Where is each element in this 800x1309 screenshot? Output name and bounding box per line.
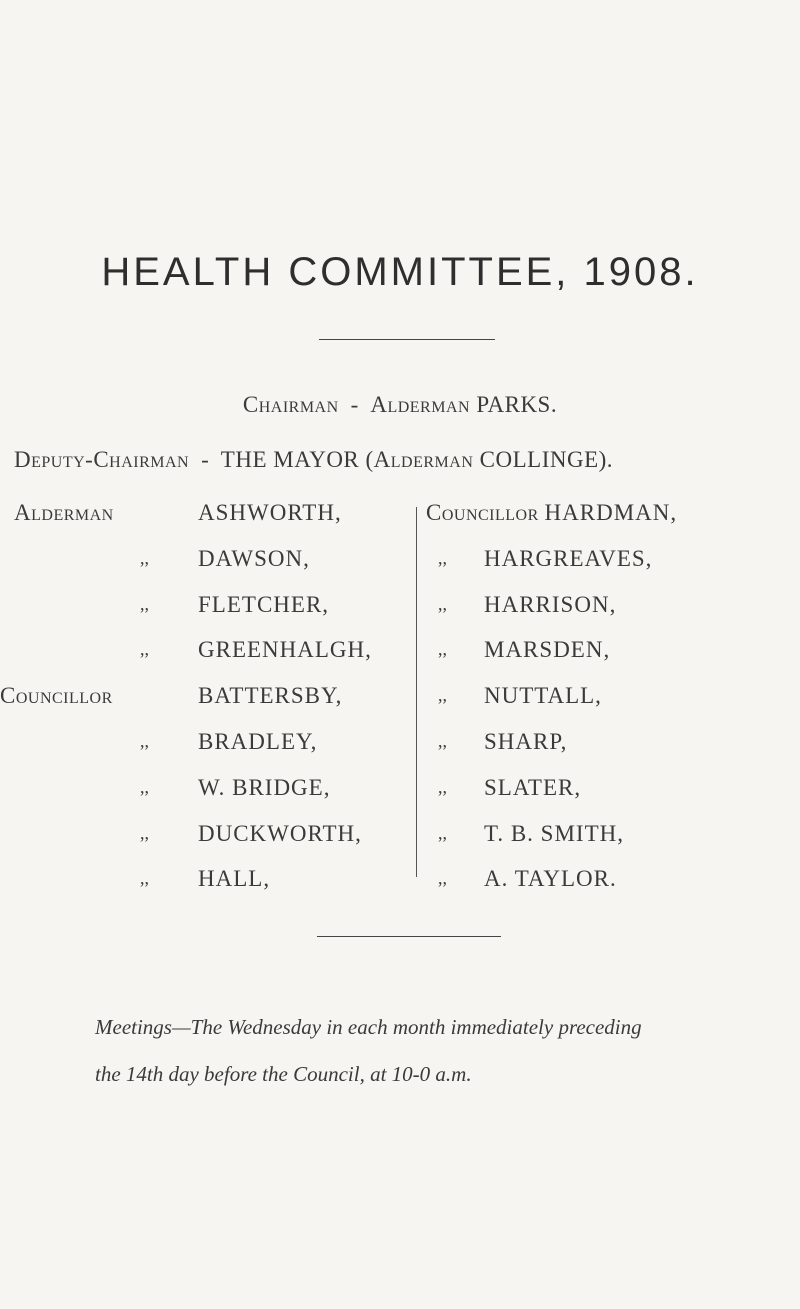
member-name: T. B. SMITH,	[484, 820, 624, 846]
member-row	[426, 729, 800, 775]
member-name: NUTTALL,	[484, 683, 602, 709]
members-left-column	[0, 500, 408, 912]
ditto-mark: ,,	[140, 822, 149, 843]
member-row	[426, 683, 800, 729]
member-row	[0, 866, 408, 912]
deputy-value: THE MAYOR (Alderman COLLINGE).	[220, 447, 614, 472]
member-name: SHARP,	[484, 728, 568, 754]
member-name: HARDMAN,	[544, 500, 678, 525]
member-name: MARSDEN,	[484, 637, 611, 663]
meetings-note	[95, 1004, 775, 1098]
member-prefix: Councillor	[426, 500, 539, 525]
member-row	[0, 637, 408, 683]
ditto-mark: ,,	[438, 593, 447, 614]
deputy-separator: -	[201, 447, 209, 472]
member-row	[0, 592, 408, 638]
member-name: GREENHALGH,	[198, 637, 372, 663]
member-row	[426, 821, 800, 867]
member-name: BRADLEY,	[198, 728, 318, 754]
meetings-line-2: the 14th day before the Council, at 10-0 a.m.	[95, 1062, 472, 1086]
member-row	[426, 592, 800, 638]
chairman-label: Chairman	[242, 392, 339, 417]
meetings-line-1: Meetings—The Wednesday in each month immediately preceding	[95, 1015, 642, 1039]
ditto-mark: ,,	[140, 593, 149, 614]
ditto-mark: ,,	[140, 776, 149, 797]
member-name: HALL,	[198, 866, 271, 892]
ditto-mark: ,,	[140, 639, 149, 660]
title-divider	[319, 339, 495, 340]
footer-divider	[317, 936, 501, 937]
chairman-separator: -	[350, 392, 359, 417]
member-prefix: Councillor	[0, 683, 113, 709]
member-name: W. BRIDGE,	[198, 774, 331, 800]
member-row	[426, 866, 800, 912]
ditto-mark: ,,	[438, 730, 447, 751]
column-divider	[416, 507, 417, 877]
ditto-mark: ,,	[438, 639, 447, 660]
member-row	[0, 821, 408, 867]
members-right-column	[426, 500, 800, 912]
ditto-mark: ,,	[140, 547, 149, 568]
member-name: A. TAYLOR.	[484, 866, 617, 892]
member-name: DUCKWORTH,	[198, 820, 362, 846]
member-row	[0, 500, 408, 546]
chairman-value: Alderman PARKS.	[370, 392, 558, 417]
member-name: SLATER,	[484, 774, 582, 800]
member-name: FLETCHER,	[198, 591, 330, 617]
deputy-chairman-line	[14, 447, 800, 473]
member-prefix: Alderman	[14, 500, 114, 525]
member-name: HARRISON,	[484, 591, 617, 617]
chairman-line	[0, 392, 800, 418]
member-row	[0, 775, 408, 821]
member-row	[0, 546, 408, 592]
ditto-mark: ,,	[438, 868, 447, 889]
member-row	[0, 729, 408, 775]
ditto-mark: ,,	[140, 868, 149, 889]
member-name: DAWSON,	[198, 545, 310, 571]
member-name: HARGREAVES,	[484, 545, 653, 571]
member-name: ASHWORTH,	[198, 500, 342, 525]
ditto-mark: ,,	[140, 730, 149, 751]
member-row	[426, 500, 800, 546]
member-row	[426, 775, 800, 821]
member-name: BATTERSBY,	[198, 683, 343, 709]
ditto-mark: ,,	[438, 685, 447, 706]
member-row	[426, 637, 800, 683]
ditto-mark: ,,	[438, 776, 447, 797]
ditto-mark: ,,	[438, 822, 447, 843]
deputy-label: Deputy-Chairman	[14, 447, 190, 472]
ditto-mark: ,,	[438, 547, 447, 568]
member-row	[426, 546, 800, 592]
page-title: HEALTH COMMITTEE, 1908.	[101, 250, 699, 294]
member-row	[0, 683, 408, 729]
